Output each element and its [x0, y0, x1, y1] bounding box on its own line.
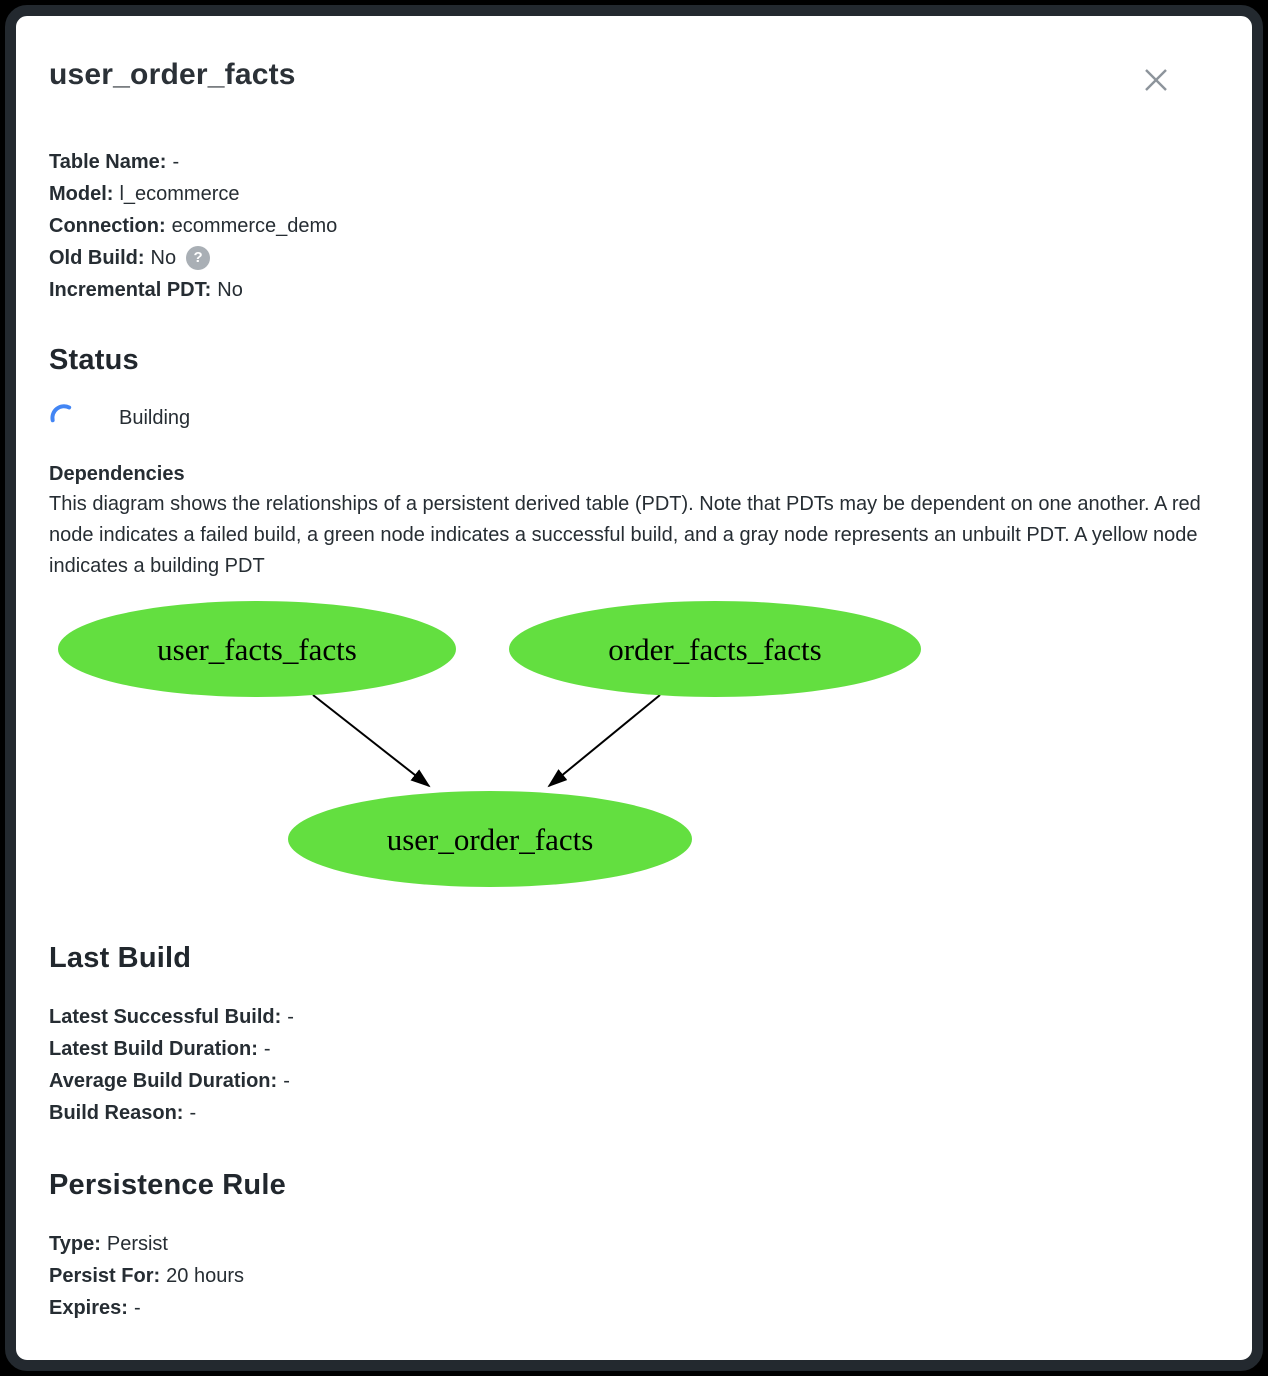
last-build-section-heading: Last Build — [49, 942, 192, 974]
status-section-heading: Status — [49, 344, 139, 376]
pdt-details-modal — [5, 5, 1263, 1371]
detail-label: Latest Build Duration: — [49, 1038, 258, 1060]
status-state-label: Building — [119, 406, 191, 429]
detail-value: 20 hours — [166, 1265, 244, 1287]
detail-row-old-build — [49, 242, 1216, 274]
detail-row-model — [49, 178, 1216, 210]
detail-label: Latest Successful Build: — [49, 1006, 282, 1028]
detail-value: - — [133, 1297, 141, 1319]
pdt-details-list — [49, 146, 1216, 306]
persistence-row-type — [49, 1228, 1216, 1260]
detail-value: - — [283, 1070, 290, 1092]
detail-value: Persist — [106, 1233, 168, 1255]
persistence-row-persist-for — [49, 1260, 1216, 1292]
detail-row-connection — [49, 210, 1216, 242]
page-title: user_order_facts — [49, 58, 296, 91]
detail-label: Type: — [49, 1233, 101, 1255]
graph-node-user-order-facts — [288, 791, 692, 887]
help-glyph: ? — [193, 249, 203, 266]
graph-node-label: user_order_facts — [386, 822, 594, 857]
detail-label: Average Build Duration: — [49, 1070, 278, 1092]
last-build-row-latest-duration — [49, 1033, 1216, 1065]
persistence-row-expires — [49, 1292, 1216, 1324]
help-icon[interactable] — [186, 246, 210, 270]
graph-node-order-facts-facts — [509, 601, 921, 697]
detail-value: - — [263, 1038, 271, 1060]
last-build-row-build-reason — [49, 1097, 1216, 1129]
detail-label: Expires: — [49, 1297, 128, 1319]
modal-header — [49, 58, 1216, 92]
graph-node-user-facts-facts — [58, 601, 456, 697]
detail-value: - — [189, 1102, 197, 1124]
detail-value: No — [150, 247, 177, 269]
spinner-icon — [49, 403, 79, 433]
detail-label: Old Build: — [49, 247, 145, 269]
last-build-row-average-duration — [49, 1065, 1216, 1097]
detail-label: Persist For: — [49, 1265, 161, 1287]
detail-label: Table Name: — [49, 151, 167, 173]
detail-label: Build Reason: — [49, 1102, 184, 1124]
detail-label: Model: — [49, 183, 114, 205]
dependencies-heading: Dependencies — [49, 463, 185, 485]
detail-row-incremental-pdt — [49, 274, 1216, 306]
edge-order-facts-to-user-order — [549, 695, 660, 786]
detail-value: - — [172, 151, 180, 173]
last-build-list — [49, 1001, 1216, 1129]
persistence-rule-list — [49, 1228, 1216, 1324]
graph-node-label: user_facts_facts — [157, 632, 357, 667]
detail-value: ecommerce_demo — [171, 215, 338, 237]
close-icon — [1141, 65, 1171, 95]
close-button[interactable] — [1138, 62, 1174, 98]
detail-label: Incremental PDT: — [49, 279, 212, 301]
detail-value: l_ecommerce — [119, 183, 240, 205]
status-row — [49, 403, 1216, 433]
edge-user-facts-to-user-order — [313, 695, 429, 786]
last-build-row-latest-successful — [49, 1001, 1216, 1033]
dependencies-description: This diagram shows the relationships of a persistent derived table (PDT). Note that PDTs may be dependent on one another. A red node indicates a failed build, a green node indicates a successful build, and a gray node represents an unbuilt PDT. A yellow node indicates a building PDT — [49, 493, 1201, 577]
detail-label: Connection: — [49, 215, 166, 237]
detail-value: - — [287, 1006, 294, 1028]
graph-node-label: order_facts_facts — [608, 632, 822, 667]
detail-value: No — [217, 279, 243, 301]
pdt-dependency-graph — [55, 592, 935, 892]
persistence-rule-section-heading: Persistence Rule — [49, 1169, 286, 1201]
detail-row-table-name — [49, 146, 1216, 178]
